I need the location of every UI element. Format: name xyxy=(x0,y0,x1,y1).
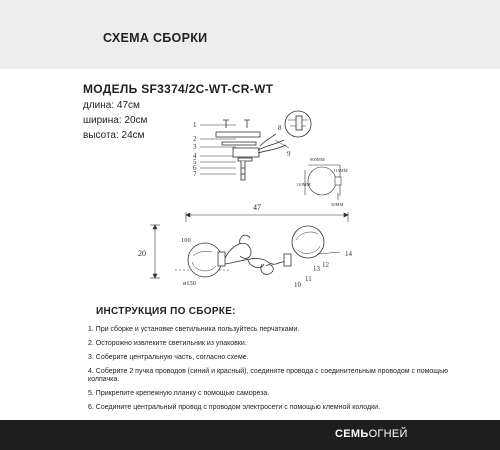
part-number-5: 5 xyxy=(193,158,197,166)
spec-height-value: 24см xyxy=(121,130,145,141)
brand-logo xyxy=(335,428,408,440)
part-number-12: 12 xyxy=(322,261,329,269)
part-number-13: 13 xyxy=(313,265,320,273)
instruction-step-6: 6. Соедините центральный провод с проводом электросети с помощью клемной колодки. xyxy=(88,404,381,412)
dim-900: 900MM xyxy=(310,157,325,162)
part-number-1: 1 xyxy=(193,121,197,129)
part-number-2: 2 xyxy=(193,135,197,143)
spec-width-value: 20см xyxy=(124,115,148,126)
instructions-title: ИНСТРУКЦИЯ ПО СБОРКЕ: xyxy=(96,306,236,317)
instruction-step-1: 1. При сборке и установке светильника пользуйтесь перчатками. xyxy=(88,326,300,333)
spec-length-label: длина: xyxy=(83,100,115,111)
instruction-step-2: 2. Осторожно извлеките светильник из упаковки. xyxy=(88,340,247,348)
spec-width-label: ширина: xyxy=(83,115,122,126)
brand-light: ОГНЕЙ xyxy=(368,428,408,440)
page-title: СХЕМА СБОРКИ xyxy=(103,31,208,45)
dim-length: 47 xyxy=(253,203,261,212)
spec-length-value: 47см xyxy=(116,100,140,111)
part-number-9: 9 xyxy=(287,150,291,158)
instruction-step-4: 4. Соберите 2 пучка проводов (синий и красный), соедините провода с соединительным проводом с помощью колпачка. xyxy=(88,368,448,384)
instructions-list xyxy=(88,326,468,418)
instruction-step-5: 5. Прикрепите крепежную планку с помощью самореза. xyxy=(88,390,270,398)
dim-113: 113MM xyxy=(333,168,348,173)
instruction-step-3: 3. Соберите центральную часть, согласно схеме. xyxy=(88,354,249,362)
dim-110: 110MM xyxy=(296,182,311,187)
part-number-14: 14 xyxy=(345,250,352,258)
part-number-4: 4 xyxy=(193,152,197,160)
part-number-8: 8 xyxy=(278,124,282,132)
exploded-view xyxy=(200,120,289,180)
model-label: МОДЕЛЬ SF3374/2C-WT-CR-WT xyxy=(83,82,274,96)
dim-50: 50MM xyxy=(331,202,344,207)
connector-detail xyxy=(285,111,311,137)
dim-130: ø130 xyxy=(183,280,196,287)
part-number-10: 10 xyxy=(294,281,301,289)
dim-height: 20 xyxy=(138,249,146,258)
part-number-6: 6 xyxy=(193,164,197,172)
footer-band xyxy=(0,420,500,450)
spec-height-label: высота: xyxy=(83,130,119,141)
part-number-3: 3 xyxy=(193,143,197,151)
part-number-7: 7 xyxy=(193,170,197,178)
part-number-11: 11 xyxy=(305,275,312,283)
brand-bold: СЕМЬ xyxy=(335,428,369,440)
dim-100: 100 xyxy=(181,237,191,244)
